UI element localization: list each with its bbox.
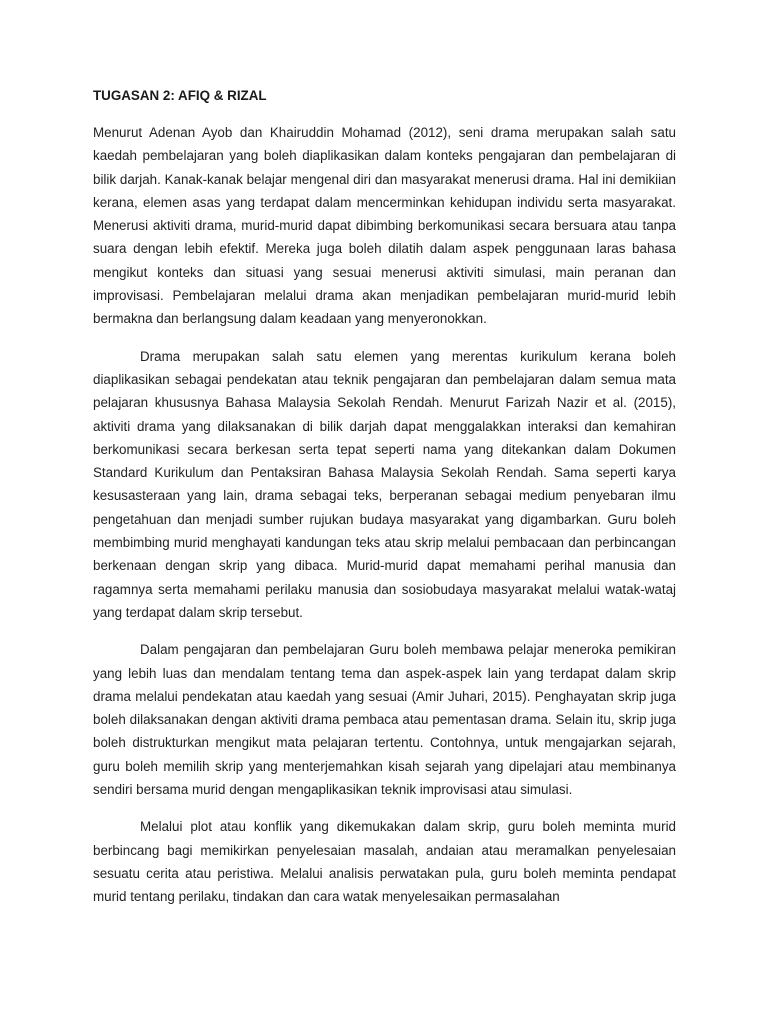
- document-title: TUGASAN 2: AFIQ & RIZAL: [93, 88, 267, 103]
- paragraph-3: Dalam pengajaran dan pembelajaran Guru boleh membawa pelajar meneroka pemikiran yang lebih luas dan mendalam tentang tema dan aspek-aspek lain yang terdapat dalam skrip drama melalui pendekatan atau kaedah yang sesuai (Amir Juhari, 2015). Penghayatan skrip juga boleh dilaksanakan dengan aktiviti drama pembaca atau pementasan drama. Selain itu, skrip juga boleh distrukturkan mengikut mata pelajaran tertentu. Contohnya, untuk mengajarkan sejarah, guru boleh memilih skrip yang menterjemahkan kisah sejarah yang dipelajari atau membinanya sendiri bersama murid dengan mengaplikasikan teknik improvisasi atau simulasi.: [93, 642, 676, 798]
- document-body: [93, 86, 676, 923]
- paragraph-1: Menurut Adenan Ayob dan Khairuddin Mohamad (2012), seni drama merupakan salah satu kaedah pembelajaran yang boleh diaplikasikan dalam konteks pengajaran dan pembelajaran di bilik darjah. Kanak-kanak belajar mengenal diri dan masyarakat menerusi drama. Hal ini demikiian kerana, elemen asas yang terdapat dalam mencerminkan kehidupan individu serta masyarakat. Menerusi aktiviti drama, murid-murid dapat dibimbing berkomunikasi secara bersuara atau tanpa suara dengan lebih efektif. Mereka juga boleh dilatih dalam aspek penggunaan laras bahasa mengikut konteks dan situasi yang sesuai menerusi aktiviti simulasi, main peranan dan improvisasi. Pembelajaran melalui drama akan menjadikan pembelajaran murid-murid lebih bermakna dan berlangsung dalam keadaan yang menyeronokkan.: [93, 125, 676, 327]
- paragraph-4: Melalui plot atau konflik yang dikemukakan dalam skrip, guru boleh meminta murid berbincang bagi memikirkan penyelesaian masalah, andaian atau meramalkan penyelesaian sesuatu cerita atau peristiwa. Melalui analisis perwatakan pula, guru boleh meminta pendapat murid tentang perilaku, tindakan dan cara watak menyelesaikan permasalahan: [93, 819, 676, 905]
- paragraph-2: Drama merupakan salah satu elemen yang merentas kurikulum kerana boleh diaplikasikan sebagai pendekatan atau teknik pengajaran dan pembelajaran dalam semua mata pelajaran khususnya Bahasa Malaysia Sekolah Rendah. Menurut Farizah Nazir et al. (2015), aktiviti drama yang dilaksanakan di bilik darjah dapat menggalakkan interaksi dan kemahiran berkomunikasi secara berkesan serta tepat seperti nama yang ditekankan dalam Dokumen Standard Kurikulum dan Pentaksiran Bahasa Malaysia Sekolah Rendah. Sama seperti karya kesusasteraan yang lain, drama sebagai teks, berperanan sebagai medium penyebaran ilmu pengetahuan dan menjadi sumber rujukan budaya masyarakat yang digambarkan. Guru boleh membimbing murid menghayati kandungan teks atau skrip melalui pembacaan dan perbincangan berkenaan dengan skrip yang dibaca. Murid-murid dapat memahami perihal manusia dan ragamnya serta memahami perilaku manusia dan sosiobudaya masyarakat melalui watak-wataj yang terdapat dalam skrip tersebut.: [93, 348, 676, 620]
